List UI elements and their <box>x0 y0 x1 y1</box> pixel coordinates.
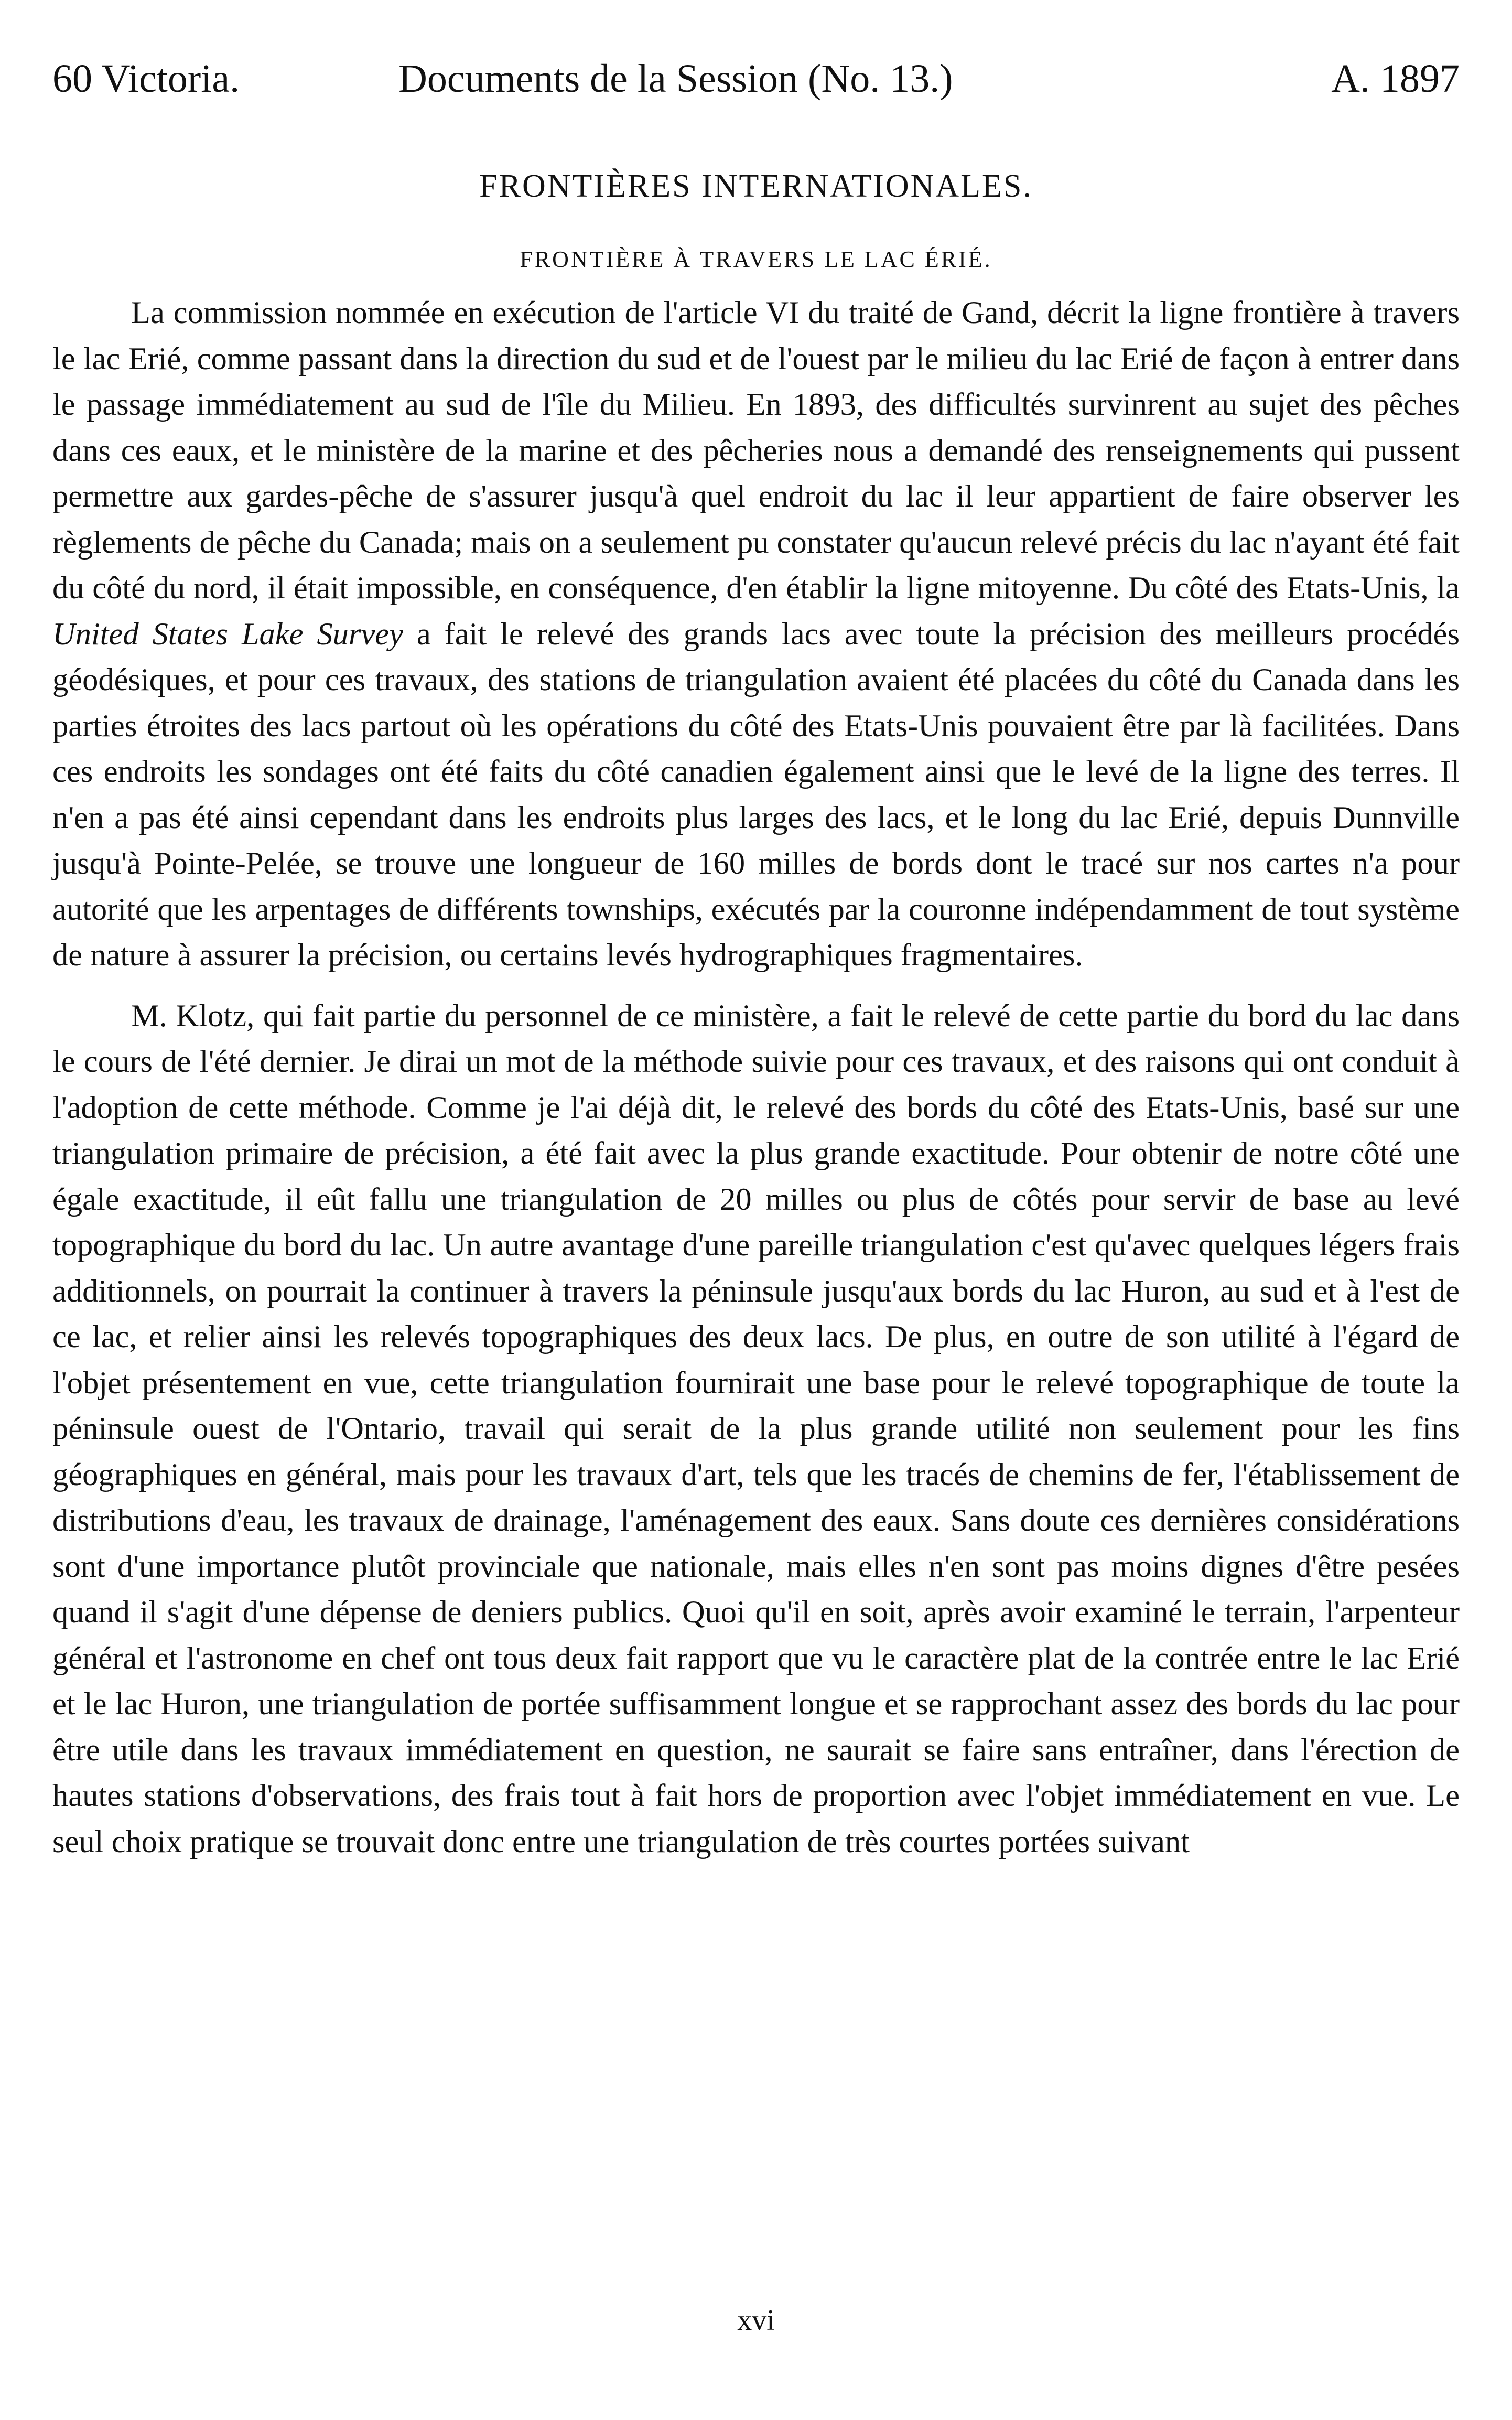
document-page <box>52 50 1460 1865</box>
body-text <box>52 290 1460 1865</box>
paragraph-2: M. Klotz, qui fait partie du personnel de ce ministère, a fait le relevé de cette partie du bord du lac dans le cours de l'été dernier. Je dirai un mot de la méthode suivie pour ces travaux, et des raisons qui ont conduit à l'adoption de cette méthode. Comme je l'ai déjà dit, le relevé des bords du côté des Etats-Unis, basé sur une triangulation primaire de précision, a été fait avec la plus grande exactitude. Pour obtenir de notre côté une égale exactitude, il eût fallu une triangulation de 20 milles ou plus de côtés pour servir de base au levé topographique du bord du lac. Un autre avantage d'une pareille triangulation c'est qu'avec quelques légers frais additionnels, on pourrait la continuer à travers la péninsule jusqu'aux bords du lac Huron, au sud et à l'est de ce lac, et relier ainsi les relevés topographiques des deux lacs. De plus, en outre de son utilité à l'égard de l'objet présentement en vue, cette triangulation fournirait une base pour le relevé topographique de toute la péninsule ouest de l'Ontario, travail qui serait de la plus grande utilité non seulement pour les fins géographiques en général, mais pour les travaux d'art, tels que les tracés de chemins de fer, l'établissement de distributions d'eau, les travaux de drainage, l'aménagement des eaux. Sans doute ces dernières considérations sont d'une importance plutôt provinciale que nationale, mais elles n'en sont pas moins dignes d'être pesées quand il s'agit d'une dépense de deniers publics. Quoi qu'il en soit, après avoir examiné le terrain, l'arpenteur général et l'astronome en chef ont tous deux fait rapport que vu le caractère plat de la contrée entre le lac Erié et le lac Huron, une triangulation de portée suffisamment longue et se rapprochant assez des bords du lac pour être utile dans les travaux immédiatement en question, ne saurait se faire sans entraîner, dans l'érection de hautes stations d'observations, des frais tout à fait hors de proportion avec l'objet immédiatement en vue. Le seul choix pratique se trouvait donc entre une triangulation de très courtes portées suivant <box>52 998 1460 1859</box>
running-header <box>52 50 1460 107</box>
header-volume: 60 Victoria. <box>52 57 240 101</box>
page-number: xvi <box>737 2304 775 2337</box>
section-title: FRONTIÈRES INTERNATIONALES. <box>479 168 1033 204</box>
paragraph-1-text-b: a fait le relevé des grands lacs avec toute la précision des meilleurs procédés géodésiques, et pour ces travaux, des stations de triangulation avaient été placées du côté du Canada dans les parties étroites des lacs partout où les opérations du côté des Etats-Unis pouvaient être par là facilitées. Dans ces endroits les sondages ont été faits du côté canadien également ainsi que le levé de la ligne des terres. Il n'en a pas été ainsi cependant dans les endroits plus larges des lacs, et le long du lac Erié, depuis Dunnville jusqu'à Pointe-Pelée, se trouve une longueur de 160 milles de bords dont le tracé sur nos cartes n'a pour autorité que les arpentages de différents townships, exécutés par la couronne indépendamment de tout système de nature à assurer la précision, ou certains levés hydrographiques fragmentaires. <box>52 616 1460 973</box>
paragraph-1-text-a: La commission nommée en exécution de l'article VI du traité de Gand, décrit la ligne frontière à travers le lac Erié, comme passant dans la direction du sud et de l'ouest par le milieu du lac Erié de façon à entrer dans le passage immédiatement au sud de l'île du Milieu. En 1893, des difficultés survinrent au sujet des pêches dans ces eaux, et le ministère de la marine et des pêcheries nous a demandé des renseignements qui pussent permettre aux gardes-pêche de s'assurer jusqu'à quel endroit du lac il leur appartient de faire observer les règlements de pêche du Canada; mais on a seulement pu constater qu'aucun relevé précis du lac n'ayant été fait du côté du nord, il était impossible, en conséquence, d'en établir la ligne mitoyenne. Du côté des Etats-Unis, la <box>52 295 1460 606</box>
section-subtitle: FRONTIÈRE À TRAVERS LE LAC ÉRIÉ. <box>520 246 992 272</box>
paragraph-1-italic-title: United States Lake Survey <box>52 616 403 652</box>
paragraph-1 <box>52 290 1460 978</box>
header-year: A. 1897 <box>1331 57 1460 101</box>
header-session: Documents de la Session (No. 13.) <box>398 57 953 101</box>
